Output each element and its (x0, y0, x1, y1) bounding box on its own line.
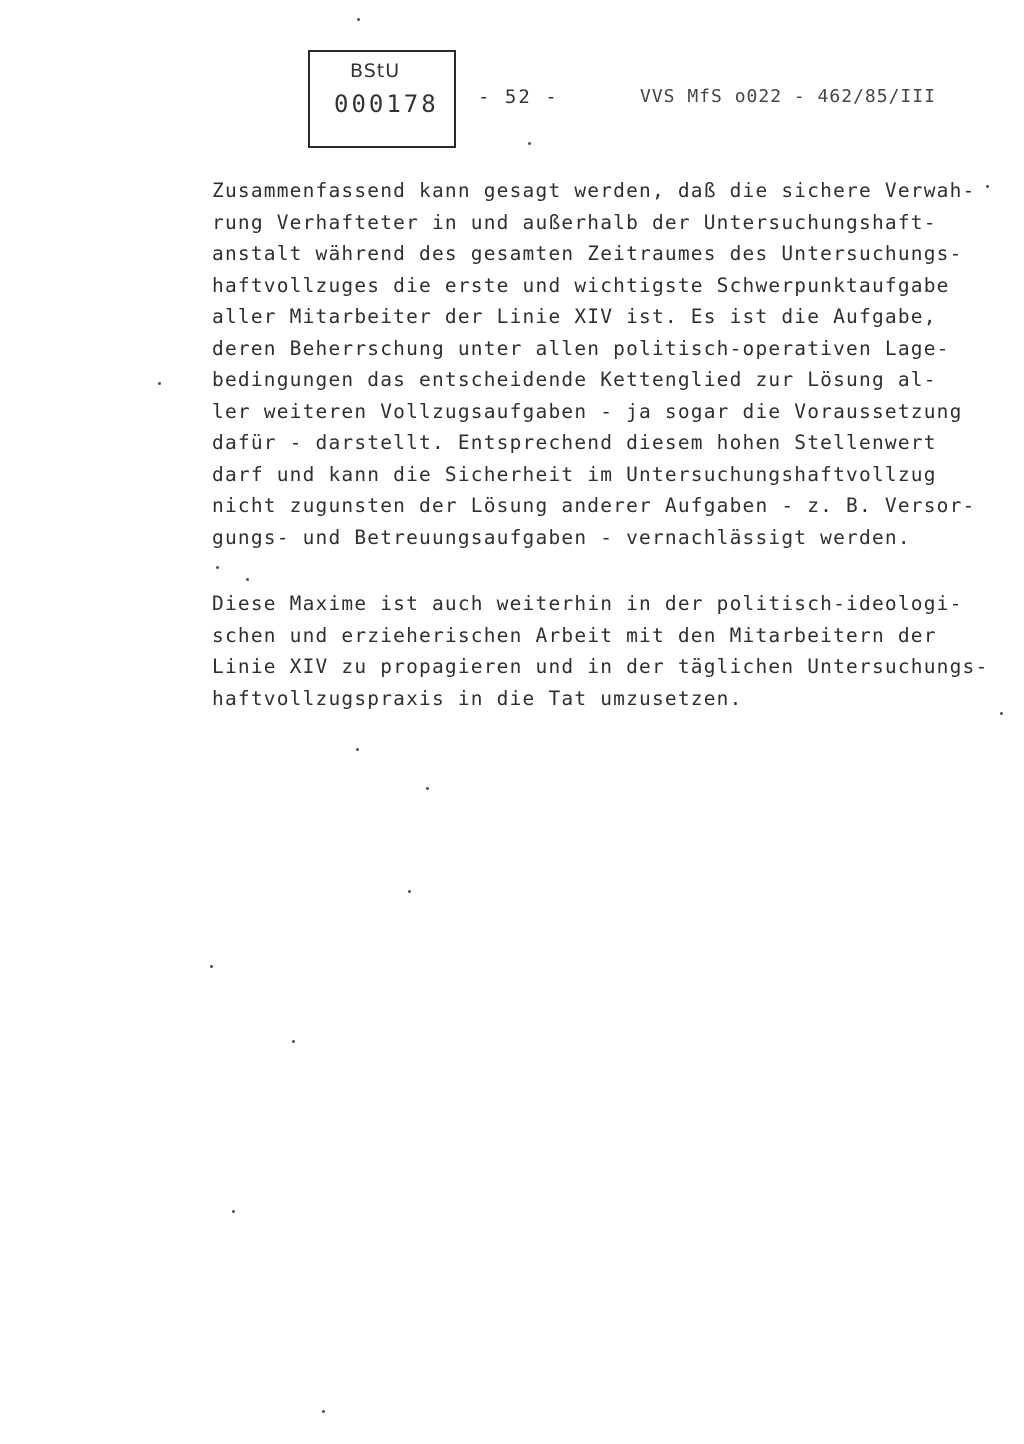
paragraph-2 (212, 588, 989, 714)
text-line: Linie XIV zu propagieren und in der täglichen Untersuchungs- (212, 655, 989, 678)
text-line: ler weiteren Vollzugsaufgaben - ja sogar die Voraussetzung (212, 399, 963, 423)
text-line: deren Beherrschung unter allen politisch-operativen Lage- (212, 336, 950, 360)
scan-speck (426, 787, 429, 790)
document-reference: VVS MfS o022 - 462/85/III (640, 86, 936, 107)
scan-speck (528, 142, 531, 145)
scan-speck (356, 748, 359, 751)
scan-speck (408, 890, 411, 893)
text-line: aller Mitarbeiter der Linie XIV ist. Es ist die Aufgabe, (212, 305, 937, 328)
scan-speck (1000, 712, 1003, 715)
archive-stamp (308, 50, 456, 148)
text-line: darf und kann die Sicherheit im Untersuchungshaftvollzug (212, 462, 937, 486)
paragraph-1 (212, 175, 976, 553)
text-line: gungs- und Betreuungsaufgaben - vernachlässigt werden. (212, 525, 911, 549)
scan-speck (210, 965, 213, 968)
text-line: haftvollzuges die erste und wichtigste Schwerpunktaufgabe (212, 273, 950, 297)
text-line: nicht zugunsten der Lösung anderer Aufgaben - z. B. Versor- (212, 494, 976, 517)
scan-speck (357, 18, 360, 21)
text-line: bedingungen das entscheidende Kettenglied zur Lösung al- (212, 368, 937, 391)
scan-speck (232, 1210, 235, 1213)
stamp-label: BStU (350, 60, 401, 82)
text-line: rung Verhafteter in und außerhalb der Untersuchungshaft- (212, 210, 937, 234)
text-line: Zusammenfassend kann gesagt werden, daß die sichere Verwah- (212, 179, 976, 202)
scan-speck (292, 1040, 295, 1043)
scan-speck (158, 382, 161, 385)
scan-speck (322, 1410, 325, 1413)
scan-speck (216, 566, 219, 569)
text-line: Diese Maxime ist auch weiterhin in der politisch-ideologi- (212, 592, 963, 615)
page-number: - 52 - (478, 86, 559, 108)
scan-speck (986, 185, 989, 188)
text-line: anstalt während des gesamten Zeitraumes des Untersuchungs- (212, 242, 963, 265)
text-line: dafür - darstellt. Entsprechend diesem hohen Stellenwert (212, 431, 937, 454)
text-line: schen und erzieherischen Arbeit mit den Mitarbeitern der (212, 623, 937, 647)
stamp-number: 000178 (334, 90, 439, 118)
scan-speck (246, 578, 249, 581)
text-line: haftvollzugspraxis in die Tat umzusetzen. (212, 686, 743, 710)
